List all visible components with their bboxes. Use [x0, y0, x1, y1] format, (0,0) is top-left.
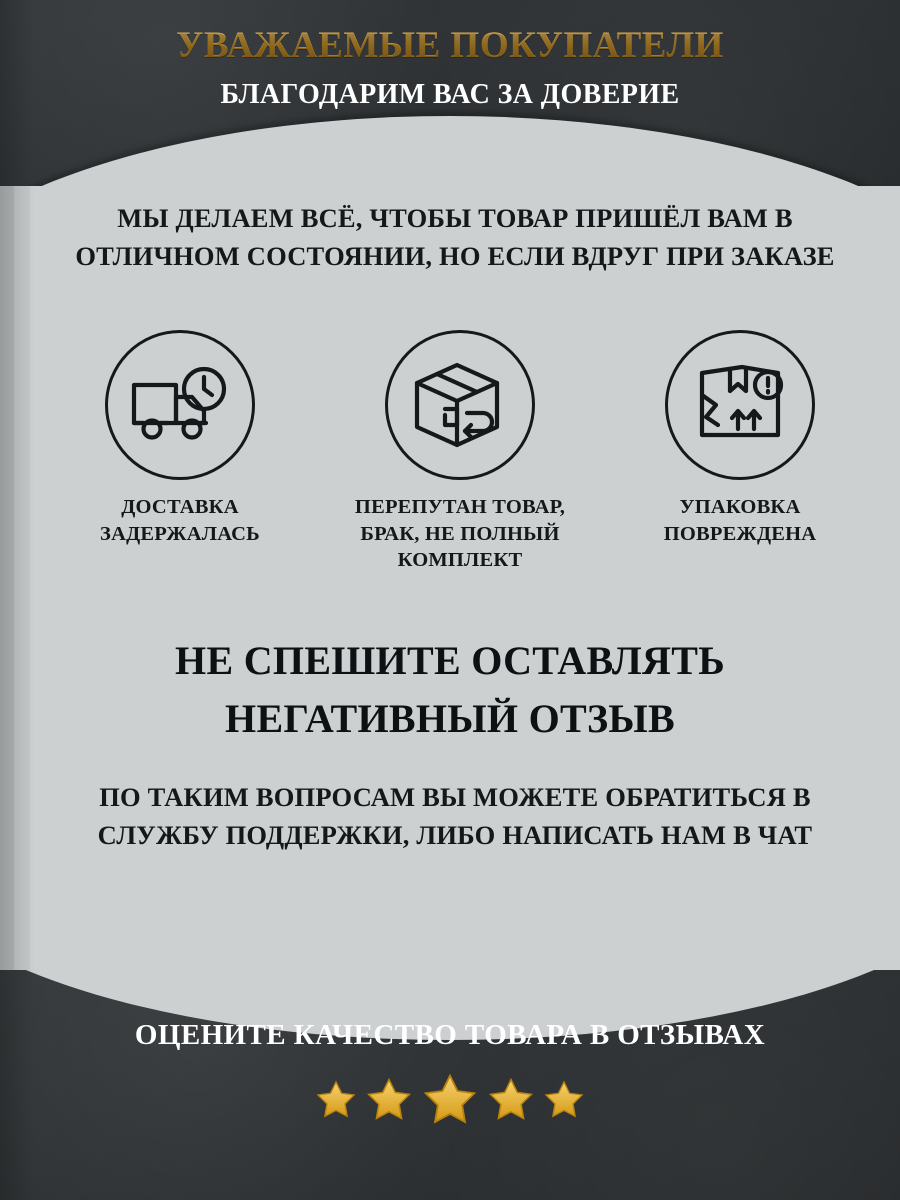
star-icon[interactable] — [363, 1074, 415, 1126]
issue-label: ДОСТАВКА ЗАДЕРЖАЛАСЬ — [100, 496, 260, 545]
issue-label: УПАКОВКА ПОВРЕЖДЕНА — [663, 496, 817, 545]
delivery-truck-clock-icon — [105, 330, 255, 480]
main-heading: НЕ СПЕШИТЕ ОСТАВЛЯТЬ НЕГАТИВНЫЙ ОТЗЫВ — [175, 638, 725, 741]
star-icon[interactable] — [419, 1069, 481, 1131]
page-title: УВАЖАЕМЫЕ ПОКУПАТЕЛИ — [0, 24, 900, 67]
star-icon[interactable] — [485, 1074, 537, 1126]
header-banner — [0, 0, 900, 186]
damaged-package-icon — [665, 330, 815, 480]
issue-item-delivery — [55, 330, 305, 547]
issues-row — [40, 330, 880, 574]
issue-item-wrong-goods — [335, 330, 585, 574]
header-subtitle: БЛАГОДАРИМ ВАС ЗА ДОВЕРИЕ — [220, 79, 680, 110]
footer-text: ОЦЕНИТЕ КАЧЕСТВО ТОВАРА В ОТЗЫВАХ — [134, 1019, 766, 1051]
footer-banner — [0, 970, 900, 1200]
intro-paragraph: МЫ ДЕЛАЕМ ВСЁ, ЧТОБЫ ТОВАР ПРИШЁЛ ВАМ В ОТЛИЧНОМ СОСТОЯНИИ, НО ЕСЛИ ВДРУГ ПРИ ЗАКАЗЕ — [75, 203, 835, 271]
star-icon[interactable] — [541, 1077, 587, 1123]
box-return-arrow-icon — [385, 330, 535, 480]
star-icon[interactable] — [313, 1077, 359, 1123]
star-rating[interactable] — [0, 1069, 900, 1131]
issue-item-damaged-package — [615, 330, 865, 547]
support-paragraph: ПО ТАКИМ ВОПРОСАМ ВЫ МОЖЕТЕ ОБРАТИТЬСЯ В СЛУЖБУ ПОДДЕРЖКИ, ЛИБО НАПИСАТЬ НАМ В ЧАТ — [97, 782, 813, 851]
issue-label: ПЕРЕПУТАН ТОВАР, БРАК, НЕ ПОЛНЫЙ КОМПЛЕКТ — [354, 496, 566, 572]
